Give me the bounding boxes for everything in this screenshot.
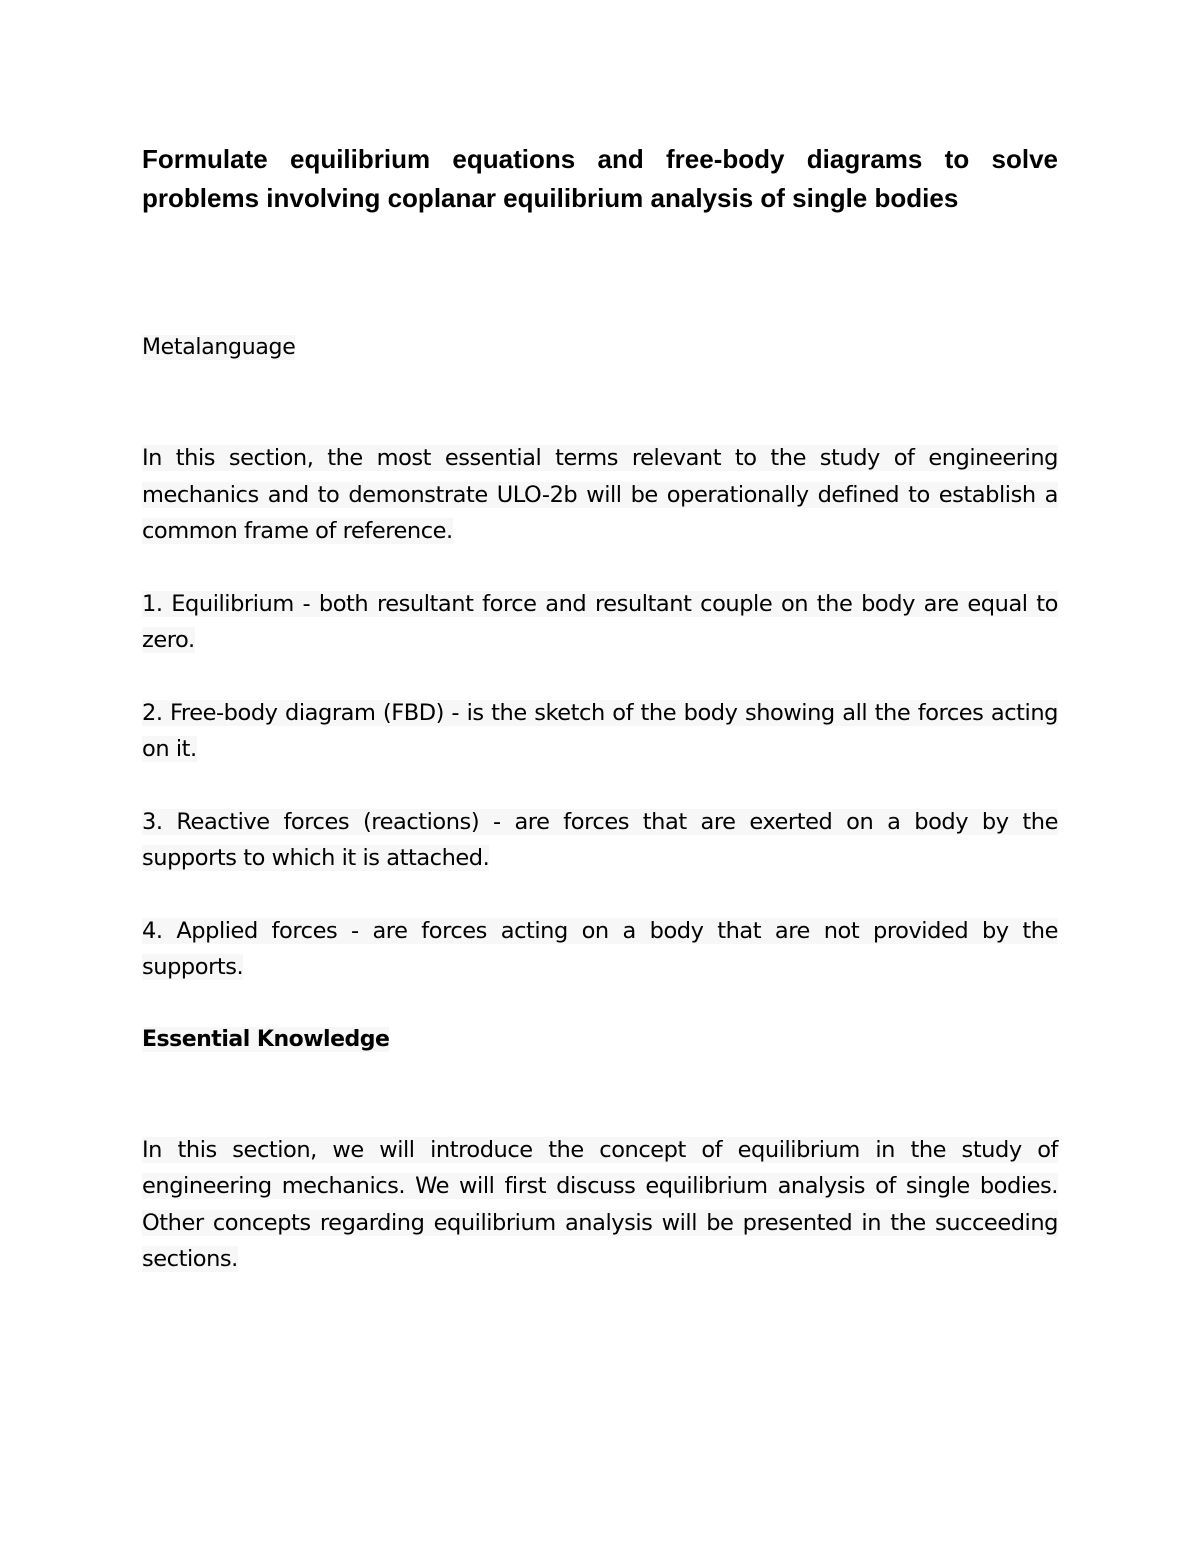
intro-paragraph [142,440,1058,550]
essential-knowledge-paragraph-text: In this section, we will introduce the concept of equilibrium in the study of engineering mechanics. We will first discuss equilibrium analysis of single bodies. Other concepts regarding equilibrium analysis will be presented in the succeeding sections. [142,1136,1058,1272]
definition-text: 1. Equilibrium - both resultant force and resultant couple on the body are equal to zero. [142,590,1058,653]
definition-item [142,695,1058,768]
definition-item [142,804,1058,877]
metalanguage-label [142,330,1058,366]
essential-knowledge-paragraph [142,1132,1058,1278]
document-title [142,140,1058,218]
definition-text: 2. Free-body diagram (FBD) - is the sketch of the body showing all the forces acting on it. [142,699,1058,762]
document-title-text: Formulate equilibrium equations and free-body diagrams to solve problems involving coplanar equilibrium analysis of single bodies [142,144,1058,213]
intro-paragraph-text: In this section, the most essential terms relevant to the study of engineering mechanics and to demonstrate ULO-2b will be operationally defined to establish a common frame of reference. [142,445,1058,544]
document-body [142,140,1058,1278]
metalanguage-label-text: Metalanguage [142,335,296,360]
definition-item [142,913,1058,986]
definition-item [142,586,1058,659]
essential-knowledge-heading [142,1022,1058,1058]
essential-knowledge-heading-text: Essential Knowledge [142,1026,390,1052]
definition-text: 4. Applied forces - are forces acting on a body that are not provided by the supports. [142,917,1058,980]
definition-text: 3. Reactive forces (reactions) - are forces that are exerted on a body by the supports to which it is attached. [142,808,1058,871]
